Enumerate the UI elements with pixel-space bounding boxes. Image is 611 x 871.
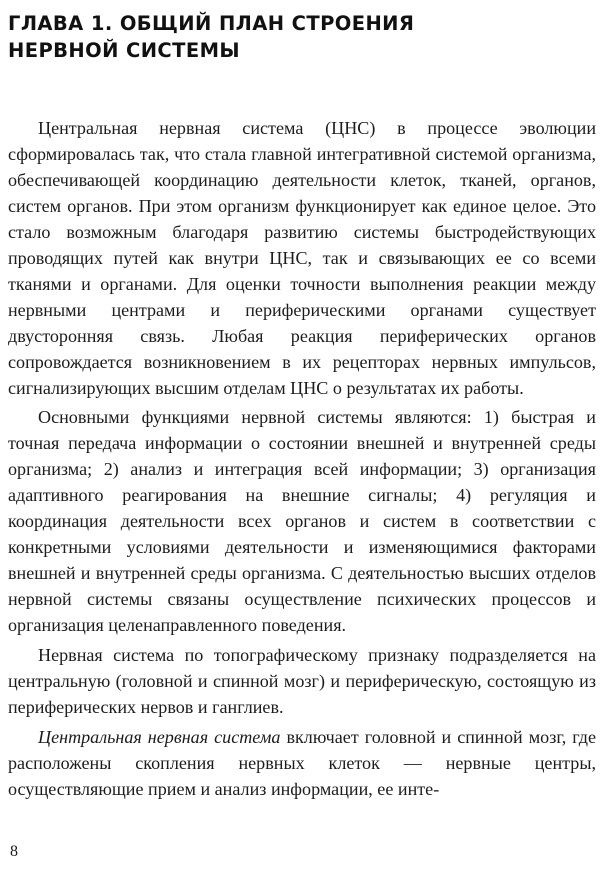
paragraph-cns-evolution: Центральная нервная система (ЦНС) в процессе эволюции сформировалась так, что стала главной интегративной системой организма, обеспечивающей координацию деятельности клеток, тканей, органов, систем органов. При этом организм функционирует как единое целое. Это стало возможным благодаря развитию системы быстродействующих проводящих путей как внутри ЦНС, так и связывающих ее со всеми тканями и органами. Для оценки точности выполнения реакции между нервными центрами и периферическими органами существует двусторонняя связь. Любая реакция периферических органов сопровождается возникновением в их рецепторах нервных импульсов, сигнализирующих высшим отделам ЦНС о результатах их работы. (8, 118, 596, 398)
paragraph-continuation: включает головной и спинной мозг, где расположены скопления нервных клеток — нервные центры, осуществляющие прием и анализ информации, ее инте- (8, 726, 596, 799)
paragraph-topography: Нервная система по топографическому признаку подразделяется на центральную (головной и спинной мозг) и периферическую, состоящую из периферических нервов и ганглиев. (8, 645, 596, 717)
paragraph-functions: Основными функциями нервной системы являются: 1) быстрая и точная передача информации о состоянии внешней и внутренней среды организма; 2) анализ и интеграция всей информации; 3) организация адаптивного реагирования на внешние сигналы; 4) регуляция и координация деятельности всех органов и систем в соответствии с конкретными условиями деятельности и изменяющимися факторами внешней и внутренней среды организма. С деятельностью высших отделов нервной системы связаны осуществление психических процессов и организация целенаправленного поведения. (8, 407, 596, 636)
italic-term: Центральная нервная система (38, 726, 281, 747)
chapter-title (8, 10, 414, 64)
chapter-title-line-2: НЕРВНОЙ СИСТЕМЫ (8, 39, 240, 62)
paragraph-cns-definition (8, 725, 596, 803)
chapter-title-line-1: ГЛАВА 1. ОБЩИЙ ПЛАН СТРОЕНИЯ (8, 12, 415, 35)
body-text (8, 116, 596, 803)
page-number: 8 (10, 843, 18, 860)
